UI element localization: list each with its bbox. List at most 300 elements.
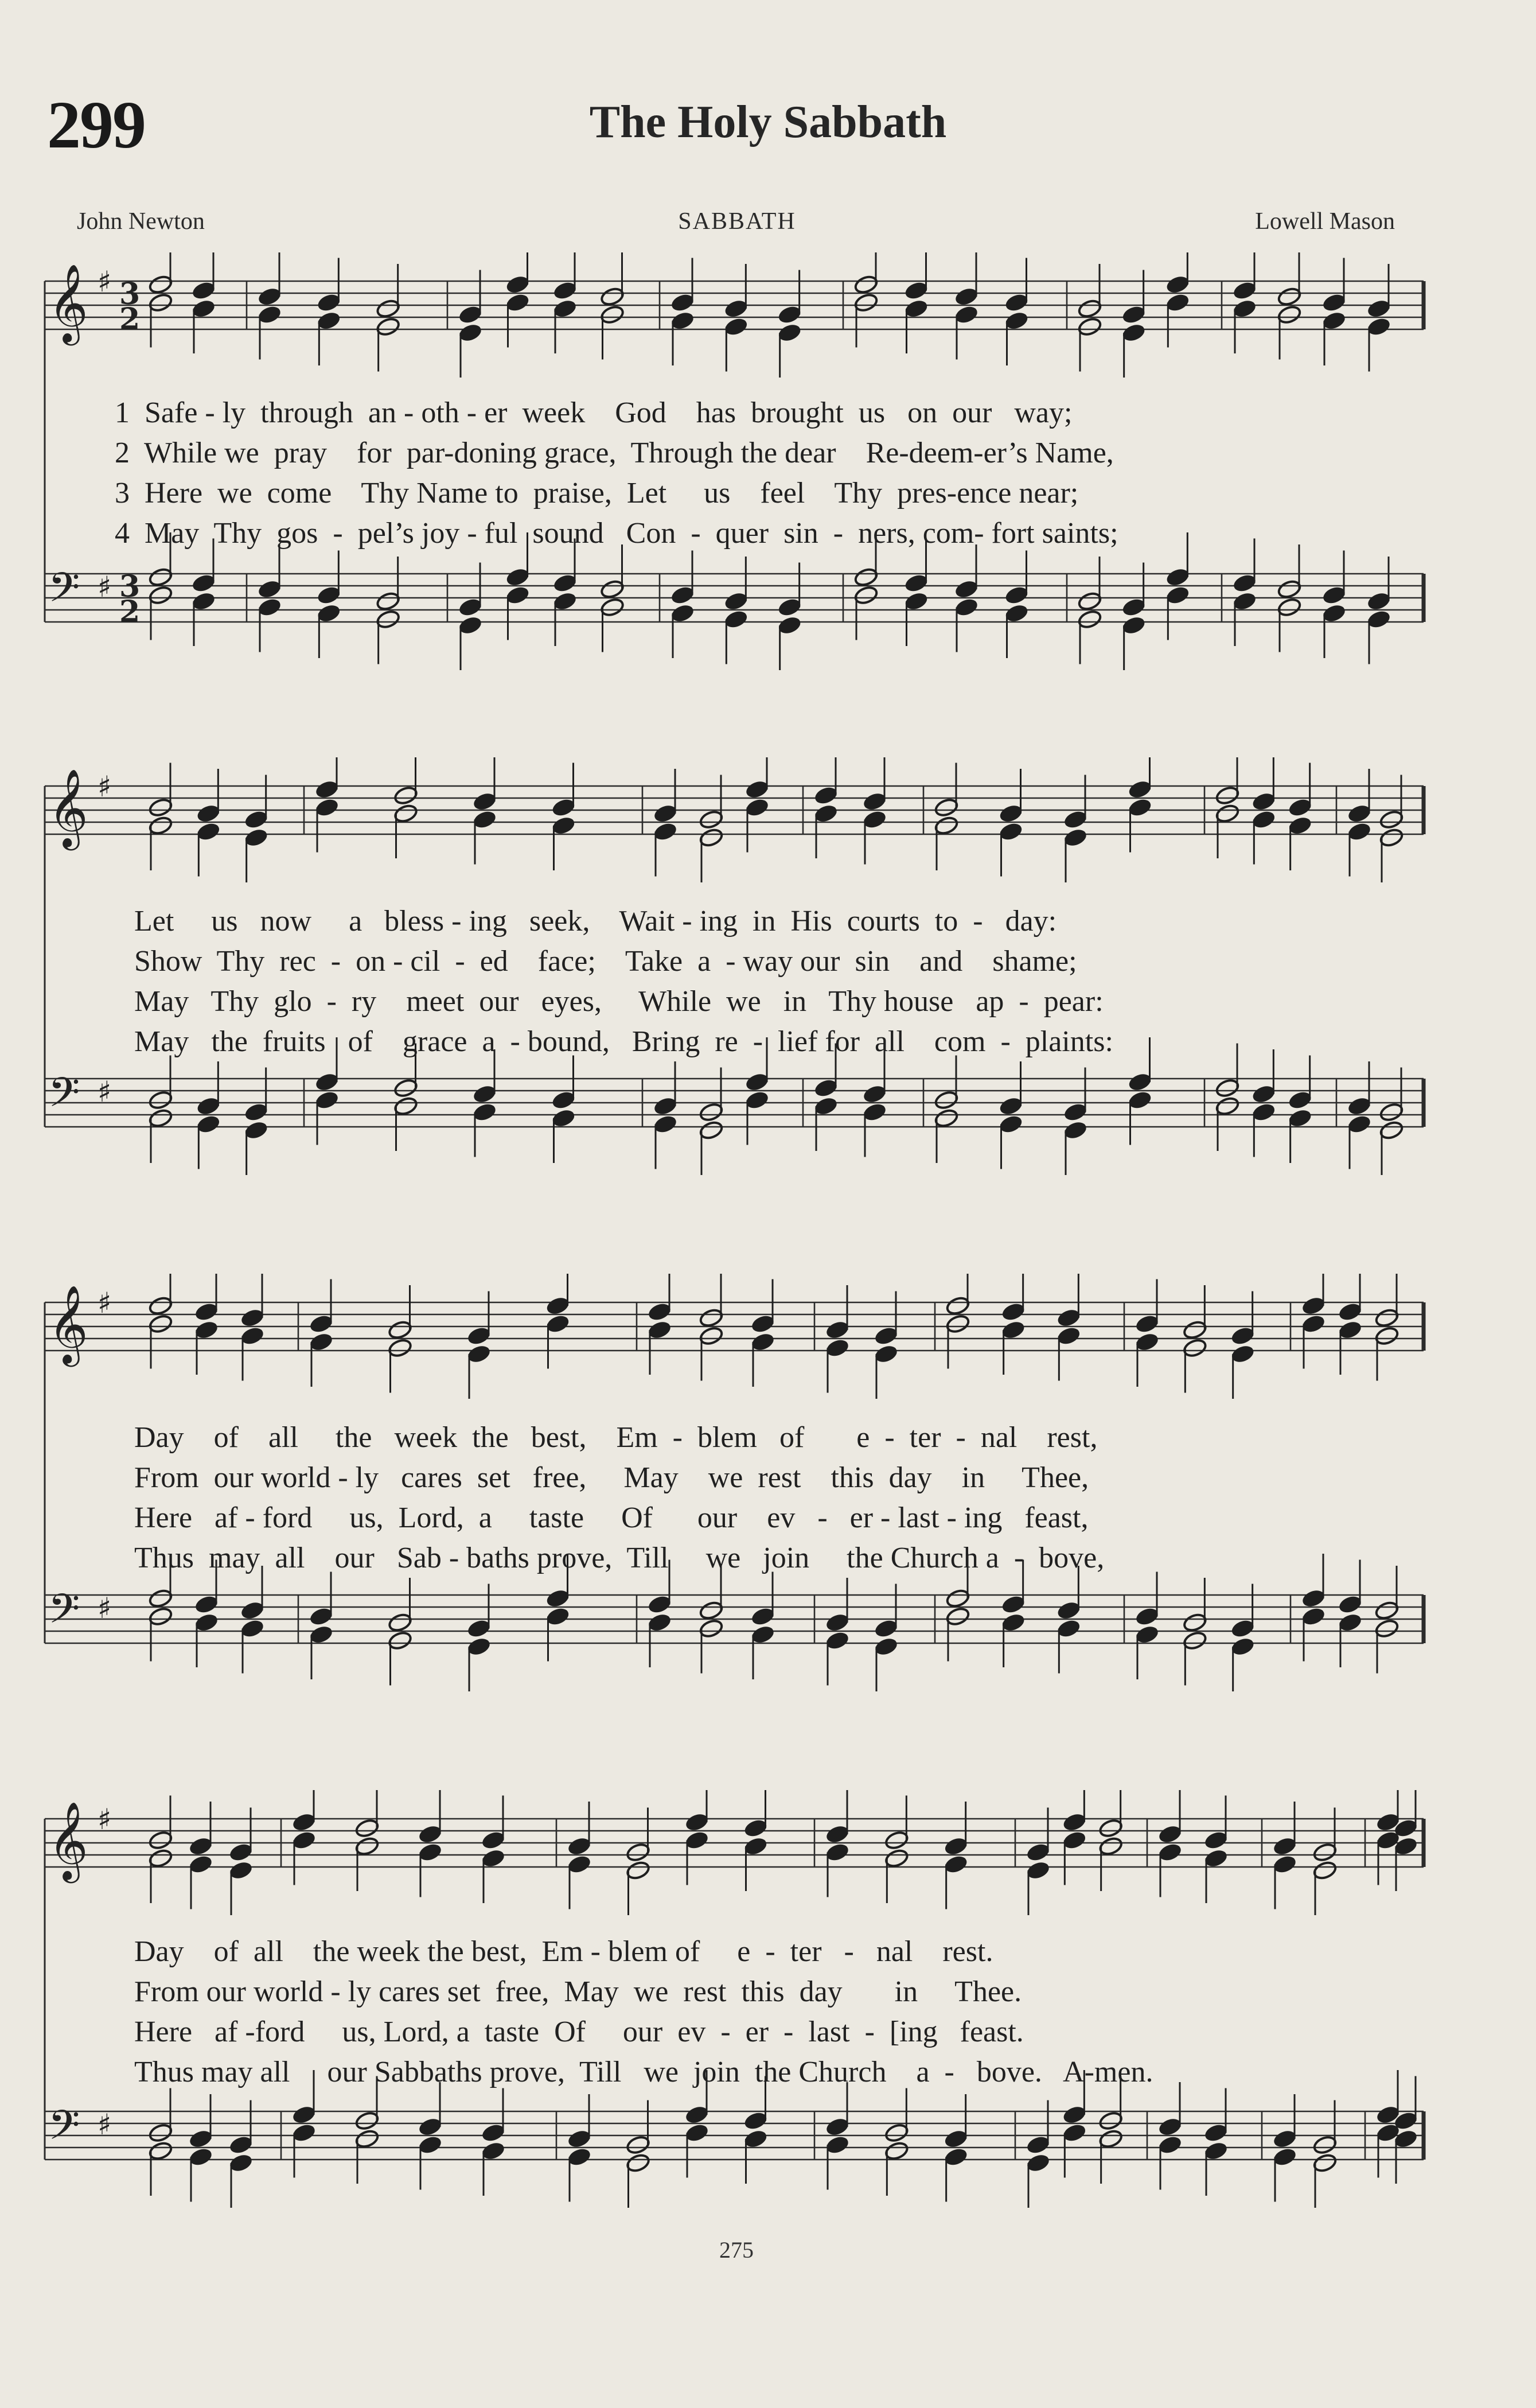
notehead <box>196 1114 221 1134</box>
notehead <box>813 785 839 806</box>
notehead <box>257 579 282 600</box>
notehead <box>466 1325 492 1346</box>
notehead <box>825 2117 850 2137</box>
notehead <box>750 1624 775 1645</box>
key-signature-sharp-icon: ♯ <box>98 1286 112 1320</box>
notehead <box>647 1594 672 1615</box>
notehead <box>1277 597 1302 617</box>
treble-clef-icon: 𝄞 <box>48 263 88 342</box>
notehead <box>393 1096 418 1117</box>
notehead <box>472 1084 497 1104</box>
notehead <box>1182 1337 1207 1358</box>
notehead <box>309 1624 334 1645</box>
notehead <box>1230 1618 1256 1639</box>
notehead <box>257 286 282 307</box>
notehead <box>934 1108 959 1129</box>
verse-line-2: From our world - ly cares set free, May we rest this day in Thee, <box>134 1461 1089 1494</box>
notehead <box>744 797 770 818</box>
notehead <box>1366 591 1391 612</box>
notehead <box>1056 1308 1081 1328</box>
notehead <box>148 1830 173 1850</box>
notehead <box>1321 310 1347 331</box>
key-signature-sharp-icon: ♯ <box>98 770 112 803</box>
notehead <box>1121 304 1147 325</box>
notehead <box>244 1120 269 1141</box>
notehead <box>1312 1842 1338 1862</box>
notehead <box>481 1848 506 1869</box>
notehead <box>1232 298 1257 319</box>
notehead <box>196 803 221 824</box>
bass-clef-icon: 𝄢 <box>48 1585 80 1643</box>
notehead <box>1135 1606 1160 1627</box>
notehead <box>244 809 269 830</box>
notehead <box>670 292 695 313</box>
notehead <box>393 785 418 806</box>
notehead <box>944 1836 969 1857</box>
key-signature-sharp-icon: ♯ <box>98 2108 112 2141</box>
notehead <box>944 2146 969 2167</box>
page-number: 275 <box>719 2237 754 2263</box>
notehead <box>625 1860 650 1881</box>
notehead <box>874 1636 899 1657</box>
notehead <box>699 1600 724 1621</box>
notehead <box>291 1812 317 1833</box>
notehead <box>1321 585 1347 605</box>
notehead <box>670 585 695 605</box>
notehead <box>777 597 802 617</box>
notehead <box>376 609 401 629</box>
notehead <box>354 1818 380 1838</box>
notehead <box>240 1325 265 1346</box>
notehead <box>148 567 173 588</box>
notehead <box>954 579 979 600</box>
notehead <box>148 1606 173 1627</box>
notehead <box>148 1108 173 1129</box>
notehead <box>1338 1594 1363 1615</box>
notehead <box>743 1836 768 1857</box>
notehead <box>545 1606 570 1627</box>
notehead <box>148 274 173 295</box>
notehead <box>1063 1120 1088 1141</box>
notehead <box>1157 2117 1183 2137</box>
notehead <box>567 1836 592 1857</box>
notehead <box>376 591 401 612</box>
notehead <box>1338 1301 1363 1322</box>
notehead <box>884 2122 909 2143</box>
notehead <box>387 1337 412 1358</box>
notehead <box>291 2122 317 2143</box>
notehead <box>1347 821 1372 842</box>
verse-line-1: Day of all the week the best, Em - blem of e - ter - nal rest. <box>134 1935 993 1968</box>
notehead <box>777 304 802 325</box>
verse-line-1: Let us now a bless - ing seek, Wait - ing in His courts to - day: <box>134 905 1057 937</box>
notehead <box>825 1824 850 1845</box>
hymn-title: The Holy Sabbath <box>589 97 947 147</box>
notehead <box>1077 591 1102 612</box>
notehead <box>1004 310 1029 331</box>
notehead <box>309 1606 334 1627</box>
time-signature-top: 3 <box>119 569 141 604</box>
notehead <box>314 797 340 818</box>
notehead <box>354 2110 380 2131</box>
notehead <box>1127 797 1152 818</box>
notehead <box>1203 1830 1229 1850</box>
time-signature-bottom: 2 <box>119 302 141 337</box>
notehead <box>1063 809 1088 830</box>
notehead <box>853 292 879 313</box>
notehead <box>505 567 530 588</box>
notehead <box>1157 1842 1183 1862</box>
notehead <box>1026 1842 1051 1862</box>
notehead <box>458 597 483 617</box>
notehead <box>481 2122 506 2143</box>
notehead <box>744 1090 770 1110</box>
notehead <box>148 1848 173 1869</box>
notehead <box>954 286 979 307</box>
notehead <box>1312 2134 1338 2155</box>
notehead <box>670 603 695 624</box>
notehead <box>316 310 341 331</box>
author-credit: John Newton <box>77 208 205 235</box>
notehead <box>505 274 530 295</box>
notehead <box>472 1102 497 1122</box>
notehead <box>1098 1836 1124 1857</box>
notehead <box>387 1612 412 1633</box>
notehead <box>625 1842 650 1862</box>
verse-line-3: 3 Here we come Thy Name to praise, Let us feel Thy pres-ence near; <box>115 477 1079 509</box>
notehead <box>884 1830 909 1850</box>
notehead <box>148 797 173 818</box>
key-signature-sharp-icon: ♯ <box>98 1803 112 1836</box>
notehead <box>1230 1344 1256 1364</box>
notehead <box>1347 1096 1372 1117</box>
notehead <box>567 1854 592 1874</box>
notehead <box>1272 1854 1297 1874</box>
notehead <box>1165 585 1190 605</box>
notehead <box>723 591 748 612</box>
notehead <box>393 1077 418 1098</box>
notehead <box>244 1102 269 1122</box>
notehead <box>551 797 576 818</box>
bass-clef-icon: 𝄢 <box>48 1069 80 1126</box>
notehead <box>1077 316 1102 337</box>
notehead <box>647 1320 672 1340</box>
notehead <box>257 304 282 325</box>
notehead <box>552 298 578 319</box>
tune-name: SABBATH <box>678 208 796 235</box>
notehead <box>1215 1077 1240 1098</box>
notehead <box>1026 1860 1051 1881</box>
notehead <box>744 779 770 800</box>
notehead <box>505 585 530 605</box>
notehead <box>934 797 959 818</box>
notehead <box>1272 1836 1297 1857</box>
notehead <box>472 791 497 812</box>
notehead <box>750 1313 775 1334</box>
notehead <box>1165 567 1190 588</box>
notehead <box>954 304 979 325</box>
notehead <box>1056 1325 1081 1346</box>
notehead <box>825 1842 850 1862</box>
notehead <box>552 280 578 301</box>
notehead <box>1366 316 1391 337</box>
notehead <box>853 567 879 588</box>
notehead <box>191 573 216 593</box>
notehead <box>1056 1618 1081 1639</box>
notehead <box>599 304 625 325</box>
notehead <box>188 1854 213 1874</box>
notehead <box>240 1618 265 1639</box>
treble-clef-icon: 𝄞 <box>48 1284 88 1363</box>
notehead <box>194 1301 219 1322</box>
notehead <box>1203 1848 1229 1869</box>
notehead <box>653 1096 678 1117</box>
notehead <box>188 2129 213 2149</box>
verse-line-4: Thus may all our Sab - baths prove, Till we join the Church a - bove, <box>134 1542 1105 1574</box>
notehead <box>1135 1624 1160 1645</box>
notehead <box>481 1830 506 1850</box>
notehead <box>1288 1090 1313 1110</box>
notehead <box>1062 2122 1087 2143</box>
notehead <box>750 1606 775 1627</box>
notehead <box>191 298 216 319</box>
notehead <box>148 2122 173 2143</box>
notehead <box>1062 1812 1087 1833</box>
notehead <box>1338 1320 1363 1340</box>
hymn-number: 299 <box>47 87 145 162</box>
notehead <box>1321 292 1347 313</box>
notehead <box>699 1102 724 1122</box>
notehead <box>1277 304 1302 325</box>
notehead <box>1379 809 1404 830</box>
notehead <box>1215 785 1240 806</box>
notehead <box>1004 603 1029 624</box>
notehead <box>1232 280 1257 301</box>
notehead <box>314 779 340 800</box>
notehead <box>998 821 1023 842</box>
notehead <box>1077 298 1102 319</box>
notehead <box>376 316 401 337</box>
notehead <box>903 298 929 319</box>
notehead <box>1338 1612 1363 1633</box>
notehead <box>458 322 483 343</box>
notehead <box>545 1296 570 1316</box>
notehead <box>1165 292 1190 313</box>
notehead <box>903 280 929 301</box>
notehead <box>777 615 802 636</box>
verse-line-2: Show Thy rec - on - cil - ed face; Take a - way our sin and shame; <box>134 945 1077 978</box>
notehead <box>1004 292 1029 313</box>
bass-clef-icon: 𝄢 <box>48 2102 80 2159</box>
verse-line-1: 1 Safe - ly through an - oth - er week God has brought us on our way; <box>115 396 1073 429</box>
notehead <box>1277 286 1302 307</box>
notehead <box>1251 1084 1276 1104</box>
notehead <box>1272 2146 1297 2167</box>
notehead <box>625 2153 650 2173</box>
notehead <box>291 1830 317 1850</box>
music-system-1 <box>0 252 1536 688</box>
notehead <box>743 1818 768 1838</box>
notehead <box>647 1301 672 1322</box>
notehead <box>1374 1618 1399 1639</box>
notehead <box>1004 585 1029 605</box>
notehead <box>1379 1102 1404 1122</box>
verse-line-1: Day of all the week the best, Em - blem of e - ter - nal rest, <box>134 1421 1098 1454</box>
verse-line-2: 2 While we pray for par-doning grace, Through the dear Re-deem-er’s Name, <box>115 437 1114 469</box>
notehead <box>387 1630 412 1651</box>
notehead <box>1251 1102 1276 1122</box>
notehead <box>316 585 341 605</box>
notehead <box>191 591 216 612</box>
notehead <box>699 1618 724 1639</box>
notehead <box>393 803 418 824</box>
notehead <box>684 1830 709 1850</box>
notehead <box>903 591 929 612</box>
notehead <box>228 2134 254 2155</box>
notehead <box>599 579 625 600</box>
key-signature-sharp-icon: ♯ <box>98 1592 112 1625</box>
notehead <box>862 791 887 812</box>
notehead <box>188 1836 213 1857</box>
notehead <box>1135 1332 1160 1352</box>
notehead <box>1001 1320 1026 1340</box>
notehead <box>944 2129 969 2149</box>
notehead <box>240 1600 265 1621</box>
notehead <box>354 1836 380 1857</box>
notehead <box>1063 827 1088 848</box>
notehead <box>472 809 497 830</box>
notehead <box>418 1842 443 1862</box>
notehead <box>1288 797 1313 818</box>
notehead <box>625 2134 650 2155</box>
notehead <box>552 591 578 612</box>
treble-clef-icon: 𝄞 <box>48 1800 88 1880</box>
notehead <box>1056 1600 1081 1621</box>
notehead <box>1301 1606 1326 1627</box>
notehead <box>945 1296 970 1316</box>
verse-line-4: 4 May Thy gos - pel’s joy - ful sound Con - quer sin - ners, com- fort saints; <box>115 517 1118 550</box>
notehead <box>723 316 748 337</box>
notehead <box>853 274 879 295</box>
notehead <box>1121 597 1147 617</box>
notehead <box>1077 609 1102 629</box>
notehead <box>1215 803 1240 824</box>
notehead <box>723 609 748 629</box>
notehead <box>1001 1301 1026 1322</box>
notehead <box>191 280 216 301</box>
bass-clef-icon: 𝄢 <box>48 564 80 621</box>
notehead <box>1098 2110 1124 2131</box>
notehead <box>552 573 578 593</box>
notehead <box>418 2134 443 2155</box>
notehead <box>387 1320 412 1340</box>
verse-line-3: May Thy glo - ry meet our eyes, While we in Thy house ap - pear: <box>134 985 1104 1018</box>
notehead <box>148 292 173 313</box>
notehead <box>551 815 576 836</box>
notehead <box>998 1114 1023 1134</box>
notehead <box>699 827 724 848</box>
notehead <box>505 292 530 313</box>
notehead <box>777 322 802 343</box>
notehead <box>240 1308 265 1328</box>
notehead <box>228 2153 254 2173</box>
verse-line-4: May the fruits of grace a - bound, Bring re - lief for all com - plaints: <box>134 1025 1113 1058</box>
notehead <box>1062 2104 1087 2125</box>
notehead <box>466 1344 492 1364</box>
notehead <box>244 827 269 848</box>
key-signature-sharp-icon: ♯ <box>98 1075 112 1108</box>
notehead <box>314 1090 340 1110</box>
composer-credit: Lowell Mason <box>1255 208 1395 235</box>
notehead <box>1230 1636 1256 1657</box>
notehead <box>1157 2134 1183 2155</box>
notehead <box>684 1812 709 1833</box>
notehead <box>354 2129 380 2149</box>
notehead <box>1347 803 1372 824</box>
notehead <box>196 1096 221 1117</box>
notehead <box>314 1072 340 1092</box>
notehead <box>934 815 959 836</box>
notehead <box>196 821 221 842</box>
notehead <box>194 1612 219 1633</box>
notehead <box>699 809 724 830</box>
notehead <box>376 298 401 319</box>
notehead <box>1321 603 1347 624</box>
notehead <box>194 1594 219 1615</box>
notehead <box>257 597 282 617</box>
notehead <box>188 2146 213 2167</box>
notehead <box>1001 1594 1026 1615</box>
notehead <box>743 2110 768 2131</box>
notehead <box>1251 809 1276 830</box>
notehead <box>1312 1860 1338 1881</box>
notehead <box>1374 1600 1399 1621</box>
notehead <box>1182 1612 1207 1633</box>
notehead <box>316 603 341 624</box>
notehead <box>723 298 748 319</box>
notehead <box>466 1636 492 1657</box>
notehead <box>148 1090 173 1110</box>
notehead <box>1288 815 1313 836</box>
notehead <box>743 2129 768 2149</box>
notehead <box>148 585 173 605</box>
notehead <box>874 1344 899 1364</box>
notehead <box>551 1090 576 1110</box>
notehead <box>813 1077 839 1098</box>
notehead <box>813 803 839 824</box>
notehead <box>954 597 979 617</box>
notehead <box>1374 1308 1399 1328</box>
notehead <box>1203 2141 1229 2161</box>
notehead <box>418 2117 443 2137</box>
notehead <box>1203 2122 1229 2143</box>
notehead <box>148 2141 173 2161</box>
notehead <box>945 1606 970 1627</box>
notehead <box>884 2141 909 2161</box>
key-signature-sharp-icon: ♯ <box>98 265 112 298</box>
notehead <box>1098 1818 1124 1838</box>
notehead <box>1026 2153 1051 2173</box>
notehead <box>1001 1612 1026 1633</box>
verse-line-3: Here af - ford us, Lord, a taste Of our ev - er - last - ing feast, <box>134 1501 1089 1534</box>
notehead <box>670 310 695 331</box>
notehead <box>945 1588 970 1609</box>
notehead <box>750 1332 775 1352</box>
notehead <box>874 1325 899 1346</box>
notehead <box>309 1332 334 1352</box>
notehead <box>1347 1114 1372 1134</box>
notehead <box>228 1842 254 1862</box>
